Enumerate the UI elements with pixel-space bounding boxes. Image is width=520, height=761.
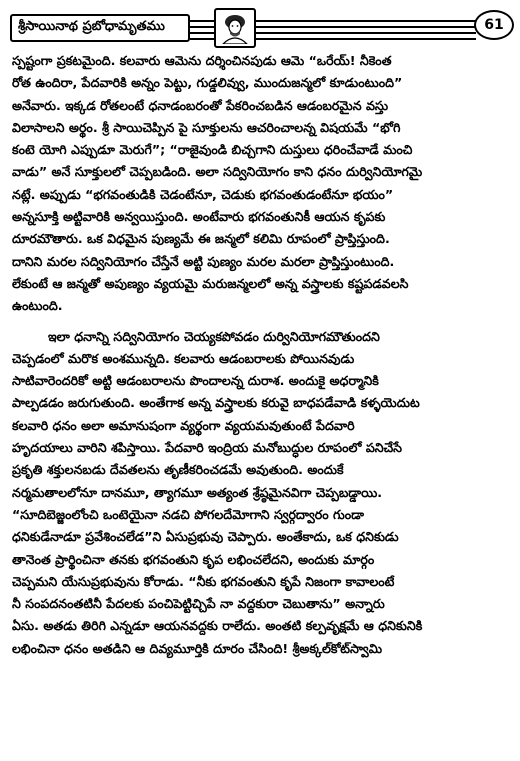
text-line: స్పష్టంగా ప్రకటమైంది. కలవారు ఆమెను దర్శించినపుడు ఆమె “ఒరేయ్! నీకెంత [12,53,392,68]
text-line: విలాసాలని అర్థం. శ్రీ సాయిచెప్పిన పై సూక్తులను ఆచరించాలన్న విషయమే “భోగి [12,119,401,135]
text-line: ఇలా ధనాన్ని సద్వినియోగం చెయ్యకపోవడం దుర్వినియోగమౌతుందని [48,328,380,344]
text-line: నీ సంపదనంతటినీ పేదలకు పంచిపెట్టిచ్చిపే నా వద్దకురా చెబుతాను” అన్నారు [12,596,385,612]
text-line: పాల్పడడం జరుగుతుంది. అంతేగాక అన్న వస్త్రాలకు కరువై బాధపడేవాడి కళ్ళయెదుట [12,395,420,411]
text-line: ప్రకృతి శక్తులనబడు దేవతలను తృణీకరించడమే అవుతుంది. అందుకే [12,462,344,478]
page-number-text: 61 [484,17,504,33]
text-line: ధనికుడేనాడూ ప్రవేశించలేడ”ని ఏసుప్రభువు చెప్పారు. అంతేకాదు, ఒక ధనికుడు [12,529,399,545]
text-line: ఉంటుంది. [12,298,63,314]
paragraph-gap [12,318,514,326]
text-line: కలవారి ధనం అలా అమానుషంగా వ్యర్థంగా వ్యయమవుతుంటే పేదవారి [12,417,355,433]
text-line: ఏసు. అతడు తిరిగి ఎన్నడూ ఆయనవద్దకు రాలేదు. అంతటి కల్పవృక్షమే ఆ ధనికునికి [12,618,423,634]
text-line: వాడు” అనే సూక్తులలో చెప్పబడింది. అలా సద్వినియోగం కాని ధనం దుర్వినియోగమై [12,164,423,180]
text-line: లభించినా ధనం అతడిని ఆ దివ్యమూర్తికి దూరం చేసింది! శ్రీఅక్కల్‌కోట్‌స్వామి [12,640,383,656]
saint-portrait-icon [214,8,256,48]
text-line: దూరమౌతారు. ఒక విధమైన పుణ్యమే ఈ జన్మలో కలిమి రూపంలో ప్రాప్తిస్తుంది. [12,231,390,247]
paragraph [12,326,514,660]
text-line: అన్నసూక్తి అట్టివారికి అన్వయిస్తుంది. అంటేవారు భగవంతునికీ ఆయన కృపకు [12,209,386,225]
text-line: “సూదిబెజ్జంలోంచి ఒంటెయైనా నడచి పోగలదేమోగాని స్వర్గద్వారం గుండా [12,506,364,522]
text-line: లేకుంటే ఆ జన్మతో అపుణ్యం వ్యయమై మరుజన్మలలో అన్న వస్త్రాలకు కష్టపడవలసి [12,275,409,291]
text-line: నర్మమతాలలోనూ దానమూ, త్యాగమూ అత్యంత శ్రేష్ఠమైనవిగా చెప్పబడ్డాయి. [12,484,383,500]
text-line: కంటె యోగి ఎప్పుడూ మెరుగే”; “రాజైవుండి బిచ్చగాని దుస్తులు ధరించేవాడే మంచి [12,142,413,158]
text-line: అనేవారు. ఇక్కడ రోతలంటే ధనాడంబరంతో పేకరించబడిన ఆడంబరమైన వస్తు [12,97,389,113]
paragraph [12,50,514,318]
text-line: చెప్పమని యేసుప్రభువును కోరాడు. “నీకు భగవంతుని కృపే నిజంగా కావాలంటే [12,573,395,589]
running-title [10,14,190,42]
text-line: చెప్పడంలో మరొక అంశమున్నది. కలవారు ఆడంబరాలకు పోయినవుడు [12,350,355,366]
page-number [474,10,514,40]
text-line: సాటివారెందరికో అట్టి ఆడంబరాలను పొందాలన్న దురాశ. అందుకై అధర్మానికి [12,373,379,389]
text-line: రోత ఉందిరా, పేదవారికి అన్నం పెట్టు, గుడ్డలివ్వు, ముందుజన్మలో కూడుంటుంది” [12,75,403,91]
body-text [12,50,514,660]
text-line: హృదయాలు వారిని శపిస్తాయి. పేదవారి ఇంద్రియ మనోబుద్ధుల రూపంలో పనిచేసే [12,440,403,456]
page-header [10,14,514,44]
text-line: నట్లే. అప్పుడు “భగవంతుడికి చెడంటేనూ, చెడుకు భగవంతుడంటేనూ భయం” [12,186,394,202]
text-line: తానెంత ప్రార్థించినా తనకు భగవంతుని కృప లభించలేదని, అందుకు మార్గం [12,551,375,567]
running-title-text: శ్రీసాయినాథ ప్రబోధామృతము [18,19,165,34]
text-line: దానిని మరల సద్వినియోగం చేస్తేనే అట్టి పుణ్యం మరల మరలా ప్రాప్తిస్తుంటుంది. [12,253,395,269]
